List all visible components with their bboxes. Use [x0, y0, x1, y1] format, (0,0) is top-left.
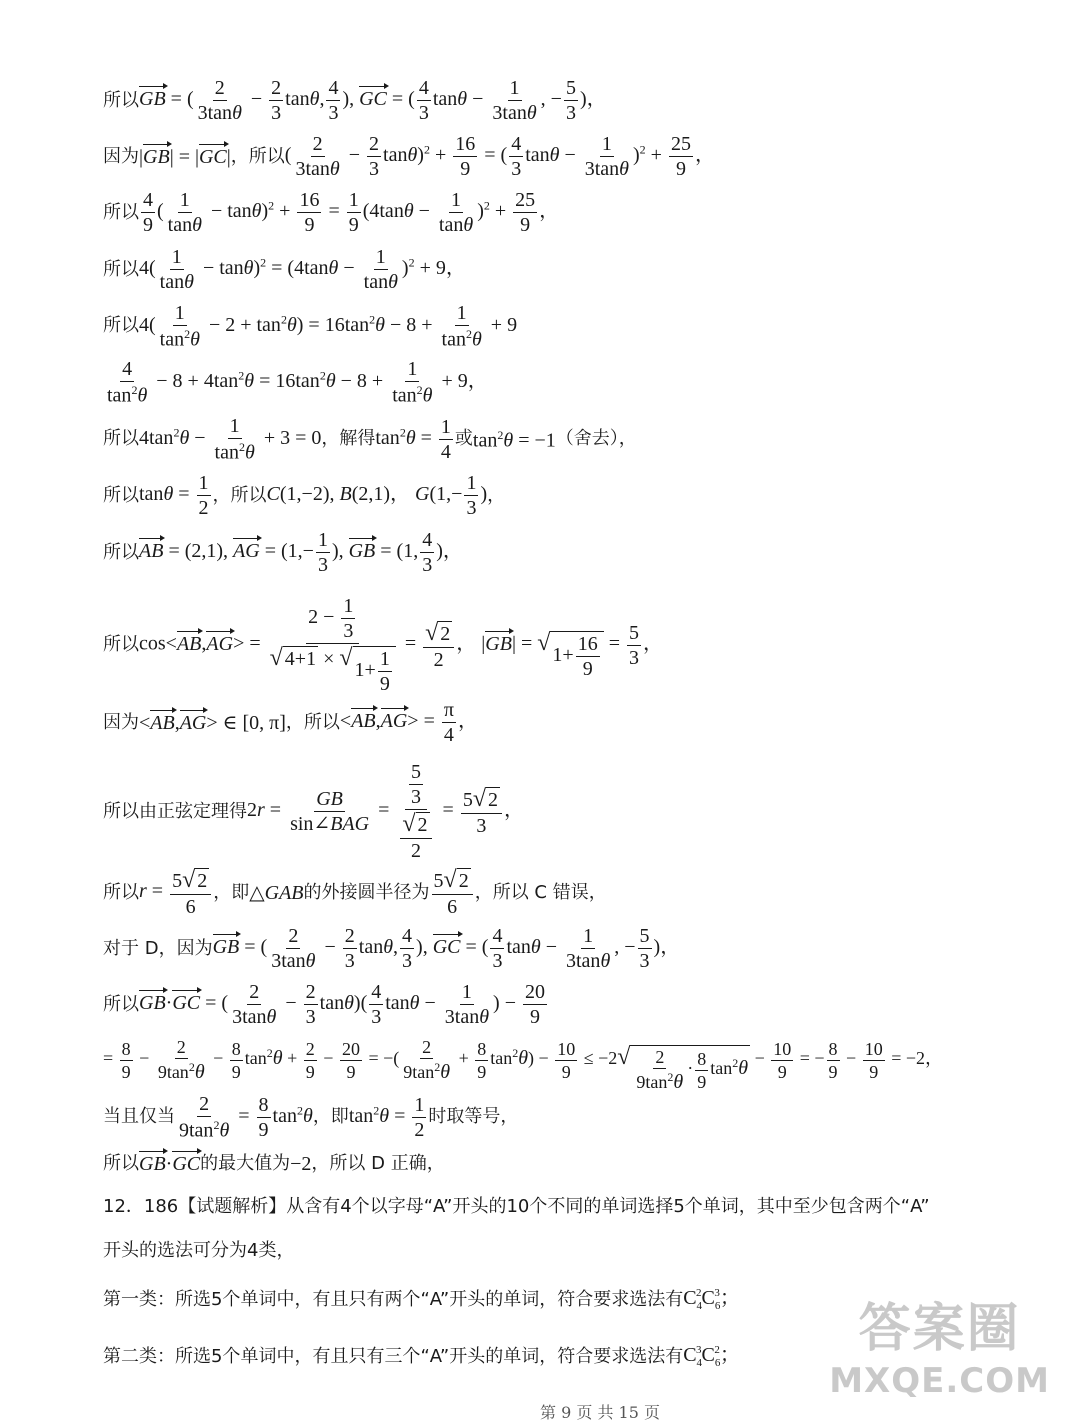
line-7: 所以 $4\tan^2\theta$ − $\frac{1}{\tan^2\theta}$ + 3 = 0 ，解得 $\tan^2\theta$ = $\frac{1}{4}$ 或 $\tan^2\theta = -1$ （舍去），	[103, 415, 637, 464]
line-4: 所以 4( $\frac{1}{\tan\theta}$ − tanθ)$^2$ = (4tanθ − $\frac{1}{\tan\theta}$ )$^2$ + 9，	[103, 246, 466, 293]
watermark-logo: 答案圈 MXQE.COM	[829, 1299, 1050, 1401]
line-16: = $\frac{8}{9}$ − $\frac{2}{9\tan^2\theta}$ − $\frac{8}{9}$ $\tan^2\theta$ + $\frac{2}{9}$ − $\frac{20}{9}$ = −( $\frac{2}{9\tan^2\theta}$ + $\frac{8}{9}$ $\tan^2\theta$) − $\frac{10}{9}$ ≤ −2 √ $\frac{2}{9\tan^2\theta}$ · $\frac{8}{9}$ $\tan^2\theta$ − $\frac{10}{9}$ = − $\frac{8}{9}$ − $\frac{10}{9}$ = −2，	[103, 1037, 943, 1094]
line-14: 对于 D，因为 GB = ( $\frac{2}{3\tan\theta}$ − $\frac{2}{3}$ tanθ, $\frac{4}{3}$ ), GC = ( $\frac{4}{3}$ tanθ − $\frac{1}{3\tan\theta}$ , − $\frac{5}{3}$ )，	[103, 925, 681, 972]
math-gb-vector-def: GB = ( $\frac{2}{3\tan\theta}$ − $\frac{2}{3}$ tanθ, $\frac{4}{3}$ ), GC = ( $\frac{4}{3}$ tanθ − $\frac{1}{3\tan\theta}$ , − $\frac{5}{3}$ )，	[139, 77, 607, 124]
line-8: 所以 tanθ = $\frac{1}{2}$ ，所以 C(1,−2), B(2,1)， G(1,− $\frac{1}{3}$ ) ，	[103, 472, 506, 519]
line-10: 所以 cos<AB,AG> = 2 − $\frac{1}{3}$ √ 4+1 × √ 1+ $\frac{1}{9}$ = √ 2 2 ， |GB| = √ 1+ $\frac{16}{9}$ = $\frac{5}{3}$ ，	[103, 595, 663, 695]
line-12: 所以由正弦定理得 2r = GB sin∠BAG = $\frac{5}{3}$ √ 2 2 = 5 √ 2 3 ，	[103, 761, 524, 862]
line-6: $\frac{4}{\tan^2\theta}$ − $8 + 4\tan^2\theta = 16\tan^2\theta - 8$ + $\frac{1}{\tan^2\theta}$ + 9，	[107, 358, 488, 407]
line-5: 所以 4( $\frac{1}{\tan^2\theta}$ − $2 + \tan^2\theta) = 16\tan^2\theta - 8$ + $\frac{1}{\tan^2\theta}$ + 9	[103, 302, 518, 351]
line-1: 所以 GB = ( $\frac{2}{3\tan\theta}$ − $\frac{2}{3}$ tanθ, $\frac{4}{3}$ ), GC = ( $\frac{4}{3}$ tanθ − $\frac{1}{3\tan\theta}$ , − $\frac{5}{3}$ )，	[103, 77, 607, 124]
page-footer: 第 9 页 共 15 页	[540, 1403, 660, 1422]
line-2: 因为 |GB| = |GC| ，所以 ( $\frac{2}{3\tan\theta}$ − $\frac{2}{3}$ tanθ)$^2$ + $\frac{16}{9}$ = ( $\frac{4}{3}$ tanθ − $\frac{1}{3\tan\theta}$ )$^2$ + $\frac{25}{9}$ ，	[103, 133, 715, 180]
line-17: 当且仅当 $\frac{2}{9\tan^2\theta}$ = $\frac{8}{9}$ $\tan^2\theta$ ，即 $\tan^2\theta$ = $\frac{1}{2}$ 时取等号，	[103, 1093, 519, 1142]
line-9: 所以 AB = (2,1), AG = (1,− $\frac{1}{3}$ ), GB = (1, $\frac{4}{3}$ )，	[103, 529, 463, 576]
line-11: 因为 <AB,AG> ∈ [0, π] ，所以 <AB,AG> = $\frac{\pi}{4}$ ，	[103, 699, 478, 746]
q12-line-4: 第二类：所选5个单词中，有且只有三个“A”开头的单词，符合要求选法有 $C_4^3C_6^2$；	[103, 1344, 740, 1369]
line-15: 所以 GB·GC = ( $\frac{2}{3\tan\theta}$ − $\frac{2}{3}$ tanθ)( $\frac{4}{3}$ tanθ − $\frac{1}{3\tan\theta}$ ) − $\frac{20}{9}$	[103, 981, 545, 1028]
q12-line-3: 第一类：所选5个单词中，有且只有两个“A”开头的单词，符合要求选法有 $C_4^2C_6^3$；	[103, 1287, 740, 1312]
q12-line-1: 12．186【试题解析】从含有4个以字母“A”开头的10个不同的单词选择5个单词，其中至少包含两个“A”	[103, 1196, 930, 1217]
line-18: 所以 GB·GC 的最大值为 −2 ，所以 D 正确，	[103, 1153, 445, 1175]
q12-line-2: 开头的选法可分为4类，	[103, 1240, 295, 1261]
line-3: 所以 $\frac{4}{9}$ ( $\frac{1}{\tan\theta}$ − tanθ)$^2$ + $\frac{16}{9}$ = $\frac{1}{9}$ (4tanθ − $\frac{1}{\tan\theta}$ )$^2$ + $\frac{25}{9}$ ，	[103, 189, 560, 236]
line-13: 所以 r = 5 √ 2 6 ，即 △GAB 的外接圆半径为 5 √ 2 6 ，所以 C 错误，	[103, 867, 607, 918]
